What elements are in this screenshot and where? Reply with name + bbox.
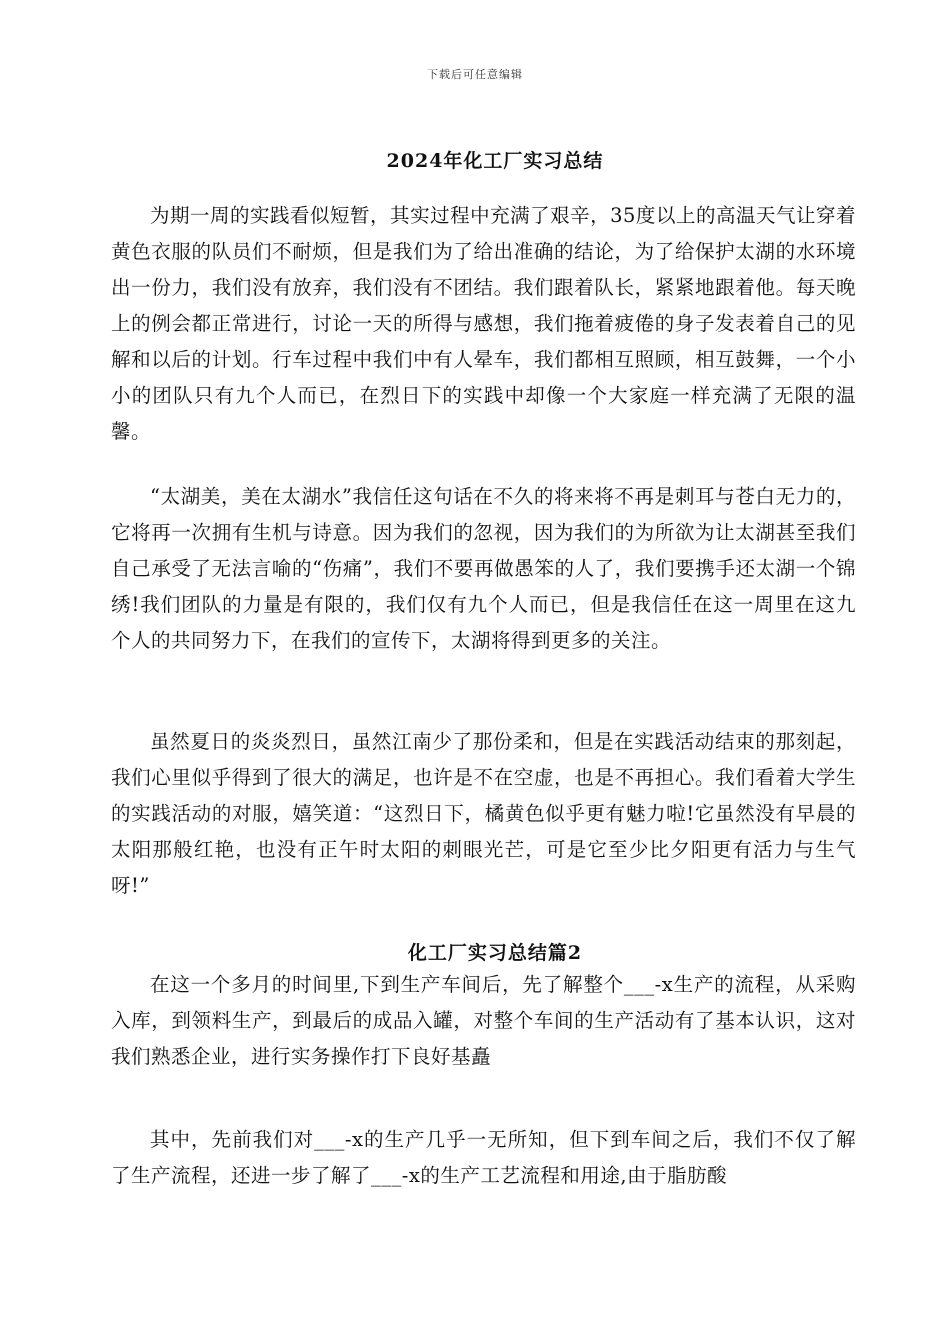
header-note: 下载后可任意编辑	[427, 68, 523, 81]
section-title: 2024年化工厂实习总结	[386, 150, 604, 172]
paragraph: “太湖美，美在太湖水”我信任这句话在不久的将来将不再是刺耳与苍白无力的，它将再一次拥有生机与诗意。因为我们的忽视，因为我们的为所欲为让太湖甚至我们自己承受了无法言喻的“伤痛”，我们不要再做愚笨的人了，我们要携手还太湖一个锦绣!我们团队的力量是有限的，我们仅有九个人而已，但是我信任在这一周里在这九个人的共同努力下，在我们的宣传下，太湖将得到更多的关注。	[111, 485, 856, 652]
paragraph: 在这一个多月的时间里,下到生产车间后，先了解整个___-x生产的流程，从采购入库，到领料生产，到最后的成品入罐，对整个车间的生产活动有了基本认识，这对我们熟悉企业，进行实务操作打下良好基矗	[111, 973, 856, 1068]
section-title: 化工厂实习总结篇2	[407, 942, 583, 964]
paragraph: 为期一周的实践看似短暂，其实过程中充满了艰辛，35度以上的高温天气让穿着黄色衣服的队员们不耐烦，但是我们为了给出准确的结论，为了给保护太湖的水环境出一份力，我们没有放弃，我们没有不团结。我们跟着队长，紧紧地跟着他。每天晚上的例会都正常进行，讨论一天的所得与感想，我们拖着疲倦的身子发表着自己的见解和以后的计划。行车过程中我们中有人晕车，我们都相互照顾，相互鼓舞，一个小小的团队只有九个人而已，在烈日下的实践中却像一个大家庭一样充满了无限的温馨。	[111, 204, 856, 443]
paragraph: 其中，先前我们对___-x的生产几乎一无所知，但下到车间之后，我们不仅了解了生产流程，还进一步了解了___-x的生产工艺流程和用途,由于脂肪酸	[111, 1128, 856, 1187]
paragraph: 虽然夏日的炎炎烈日，虽然江南少了那份柔和，但是在实践活动结束的那刻起，我们心里似乎得到了很大的满足，也许是不在空虚，也是不再担心。我们看着大学生的实践活动的对服，嬉笑道：“这烈日下，橘黄色似乎更有魅力啦!它虽然没有早晨的太阳那般红艳，也没有正午时太阳的刺眼光芒，可是它至少比夕阳更有活力与生气呀!”	[111, 730, 856, 897]
